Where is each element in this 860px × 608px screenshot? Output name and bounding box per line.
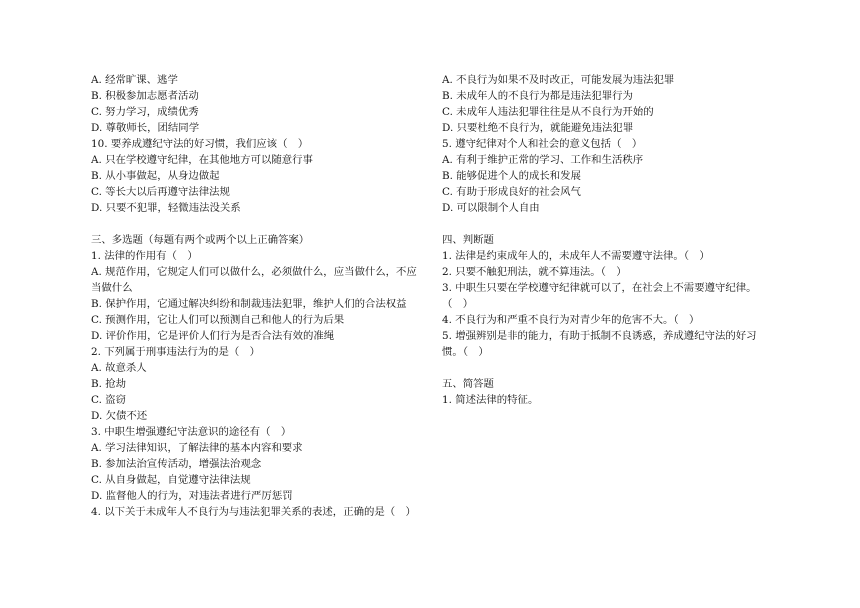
q10-option-c: C. 等长大以后再遵守法律法规 bbox=[91, 186, 230, 198]
m4-option-a: A. 不良行为如果不及时改正，可能发展为违法犯罪 bbox=[442, 74, 675, 86]
q9-option-d: D. 尊敬师长，团结同学 bbox=[91, 122, 200, 134]
m1-option-a: A. 规范作用，它规定人们可以做什么，必须做什么，应当做什么，不应当做什么 bbox=[91, 266, 417, 294]
m4-option-d: D. 只要杜绝不良行为，就能避免违法犯罪 bbox=[442, 122, 634, 134]
m2-stem: 2. 下列属于刑事违法行为的是（ ） bbox=[91, 346, 261, 358]
q9-option-a: A. 经常旷课、逃学 bbox=[91, 74, 178, 86]
m1-option-b: B. 保护作用，它通过解决纠纷和制裁违法犯罪，维护人们的合法权益 bbox=[91, 298, 407, 310]
q10-option-d: D. 只要不犯罪，轻微违法没关系 bbox=[91, 202, 241, 214]
m2-option-b: B. 抢劫 bbox=[91, 378, 127, 390]
m3-option-b: B. 参加法治宣传活动，增强法治观念 bbox=[91, 458, 262, 470]
section-3-title: 三、多选题（每题有两个或两个以上正确答案） bbox=[91, 234, 310, 246]
left-column bbox=[91, 72, 425, 520]
tf-item-2: 2. 只要不触犯刑法，就不算违法。（ ） bbox=[442, 266, 627, 278]
spacer bbox=[91, 216, 425, 232]
tf-item-1: 1. 法律是约束成年人的，未成年人不需要遵守法律。（ ） bbox=[442, 250, 710, 262]
m4-stem: 4. 以下关于未成年人不良行为与违法犯罪关系的表述，正确的是（ ） bbox=[91, 506, 416, 518]
tf-item-3: 3. 中职生只要在学校遵守纪律就可以了，在社会上不需要遵守纪律。（ ） bbox=[442, 282, 757, 310]
q10-option-b: B. 从小事做起，从身边做起 bbox=[91, 170, 220, 182]
section-4-title: 四、判断题 bbox=[442, 234, 494, 246]
m3-stem: 3. 中职生增强遵纪守法意识的途径有（ ） bbox=[91, 426, 292, 438]
m1-stem: 1. 法律的作用有（ ） bbox=[91, 250, 198, 262]
spacer bbox=[442, 216, 774, 232]
m5-option-c: C. 有助于形成良好的社会风气 bbox=[442, 186, 581, 198]
m2-option-c: C. 盗窃 bbox=[91, 394, 126, 406]
m4-option-c: C. 未成年人违法犯罪往往是从不良行为开始的 bbox=[442, 106, 654, 118]
m1-option-d: D. 评价作用，它是评价人们行为是否合法有效的准绳 bbox=[91, 330, 335, 342]
m4-option-b: B. 未成年人的不良行为都是违法犯罪行为 bbox=[442, 90, 633, 102]
m3-option-c: C. 从自身做起，自觉遵守法律法规 bbox=[91, 474, 251, 486]
q10-option-a: A. 只在学校遵守纪律，在其他地方可以随意行事 bbox=[91, 154, 313, 166]
section-5-title: 五、简答题 bbox=[442, 378, 494, 390]
m2-option-a: A. 故意杀人 bbox=[91, 362, 147, 374]
m3-option-a: A. 学习法律知识，了解法律的基本内容和要求 bbox=[91, 442, 303, 454]
short-answer-q1: 1. 简述法律的特征。 bbox=[442, 394, 539, 406]
tf-item-4: 4. 不良行为和严重不良行为对青少年的危害不大。（ ） bbox=[442, 314, 700, 326]
m3-option-d: D. 监督他人的行为，对违法者进行严厉惩罚 bbox=[91, 490, 293, 502]
m5-stem: 5. 遵守纪律对个人和社会的意义包括（ ） bbox=[442, 138, 643, 150]
q9-option-b: B. 积极参加志愿者活动 bbox=[91, 90, 199, 102]
right-column bbox=[442, 72, 774, 408]
m5-option-b: B. 能够促进个人的成长和发展 bbox=[442, 170, 581, 182]
q10-stem: 10. 要养成遵纪守法的好习惯，我们应该（ ） bbox=[91, 138, 309, 150]
spacer bbox=[442, 360, 774, 376]
q9-option-c: C. 努力学习，成绩优秀 bbox=[91, 106, 199, 118]
m5-option-a: A. 有利于维护正常的学习、工作和生活秩序 bbox=[442, 154, 644, 166]
m5-option-d: D. 可以限制个人自由 bbox=[442, 202, 540, 214]
m2-option-d: D. 欠债不还 bbox=[91, 410, 148, 422]
tf-item-5: 5. 增强辨别是非的能力，有助于抵制不良诱惑，养成遵纪守法的好习惯。（ ） bbox=[442, 330, 757, 358]
m1-option-c: C. 预测作用，它让人们可以预测自己和他人的行为后果 bbox=[91, 314, 345, 326]
